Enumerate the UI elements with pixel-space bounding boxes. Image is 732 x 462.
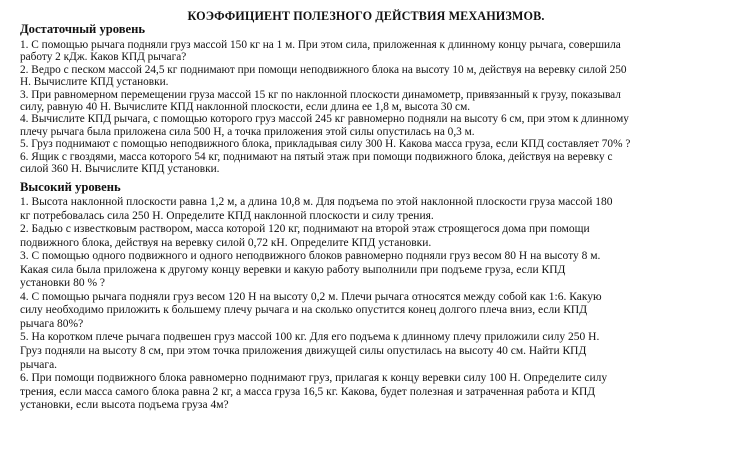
text-line: установки 80 % ? <box>20 277 106 290</box>
text-line: силу необходимо приложить к большему плечу рычага и на сколько опустится конец долгого плеча вниз, если КПД <box>20 304 588 317</box>
text-line: 4. Вычислите КПД рычага, с помощью которого груз массой 245 кг равномерно подняли на высоту 6 см, при этом к длинному <box>20 113 629 126</box>
text-line: 6. При помощи подвижного блока равномерно поднимают груз, прилагая к концу веревки силу 100 Н. Определите силу <box>20 372 608 385</box>
text-line: подвижного блока, действуя на веревку силой 0,72 кН. Определите КПД установки. <box>20 236 432 249</box>
text-line: рычага 80%? <box>20 317 84 330</box>
text-line: кг потребовалась сила 250 Н. Определите КПД наклонной плоскости и силу трения. <box>20 209 434 222</box>
page-title: КОЭФФИЦИЕНТ ПОЛЕЗНОГО ДЕЙСТВИЯ МЕХАНИЗМОВ. <box>187 9 545 23</box>
problems-high-level <box>20 196 720 413</box>
text-line: Какая сила была приложена к другому концу веревки и какую работу выполнили при подъеме груза, если КПД <box>20 263 566 276</box>
text-line: 5. Груз поднимают с помощью неподвижного блока, прикладывая силу 300 Н. Какова масса груза, если КПД составляет 70% ? <box>20 138 631 151</box>
text-line: 1. Высота наклонной плоскости равна 1,2 м, а длина 10,8 м. Для подъема по этой наклонной плоскости груза массой 180 <box>20 196 613 208</box>
text-line: Н. Вычислите КПД установки. <box>20 76 169 89</box>
text-line: 2. Бадью с известковым раствором, масса которой 120 кг, поднимают на второй этаж строящегося дома при помощи <box>20 223 590 236</box>
text-line: 1. С помощью рычага подняли груз массой 150 кг на 1 м. При этом сила, приложенная к длинному концу рычага, совершила <box>20 39 621 51</box>
text-line: 6. Ящик с гвоздями, масса которого 54 кг, поднимают на пятый этаж при помощи подвижного блока, действуя на веревку с <box>20 150 613 163</box>
text-line: 4. С помощью рычага подняли груз весом 120 Н на высоту 0,2 м. Плечи рычага относятся между собой как 1:6. Какую <box>20 290 602 303</box>
text-line: 2. Ведро с песком массой 24,5 кг поднимают при помощи неподвижного блока на высоту 10 м, действуя на веревку силой 250 <box>20 63 627 76</box>
text-line: установки, если высота подъема груза 4м? <box>20 399 229 412</box>
text-line: Груз подняли на высоту 8 см, при этом точка приложения движущей силы опустилась на высоту 40 см. Найти КПД <box>20 345 587 358</box>
text-line: силой 360 Н. Вычислите КПД установки. <box>20 162 220 175</box>
text-line: 3. При равномерном перемещении груза массой 15 кг по наклонной плоскости динамометр, привязанный к грузу, показывал <box>20 88 621 101</box>
text-line: силу, равную 40 Н. Вычислите КПД наклонной плоскости, если длина ее 1,8 м, высота 30 см. <box>20 100 471 113</box>
text-line: 3. С помощью одного подвижного и одного неподвижного блоков равномерно подняли груз весом 80 Н на высоту 8 м. <box>20 250 601 263</box>
section-heading-sufficient-level: Достаточный уровень <box>20 22 146 36</box>
problems-sufficient-level <box>20 39 720 175</box>
text-line: 5. На коротком плече рычага подвешен груз массой 100 кг. Для его подъема к длинному плечу приложили силу 250 Н. <box>20 331 600 344</box>
text-line: рычага. <box>20 358 58 371</box>
text-line: работу 2 кДж. Каков КПД рычага? <box>20 51 187 64</box>
section-heading-high-level: Высокий уровень <box>20 180 121 194</box>
text-line: плечу рычага была приложена сила 500 Н, а точка приложения этой силы опустилась на 0,3 м. <box>20 125 475 138</box>
text-line: трения, если масса самого блока равна 2 кг, а масса груза 16,5 кг. Какова, будет полезная и затраченная работа и КПД <box>20 385 596 398</box>
